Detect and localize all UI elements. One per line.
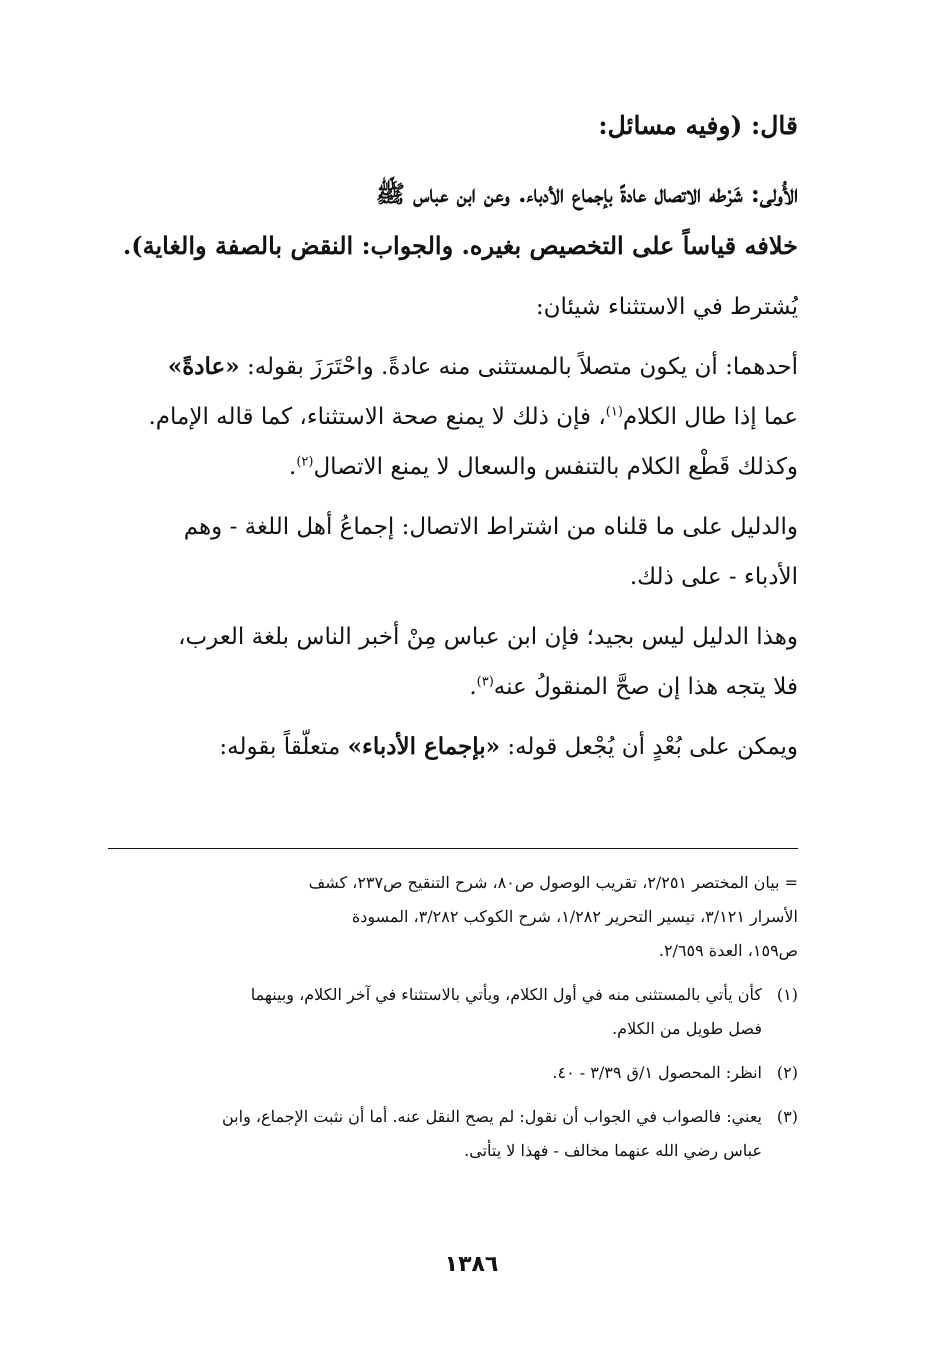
footnote-separator — [108, 848, 798, 849]
paragraph-text: . — [469, 674, 477, 700]
paragraph-text: ، فإن ذلك لا يمنع صحة الاستثناء، كما قاله الإمام. — [148, 404, 606, 430]
quoted-term: «بإجماع الأدباء» — [347, 733, 501, 760]
footnote-line: فصل طويل من الكلام. — [612, 1019, 762, 1038]
main-text — [108, 100, 798, 770]
footnote-text: يعني: فالصواب في الجواب أن نقول: لم يصح النقل عنه. أما أن نثبت الإجماع، وابن — [222, 1107, 762, 1126]
footnote-line: عباس رضي الله عنهما مخالف - فهذا لا يتأتى. — [464, 1141, 762, 1160]
footnote-number: (٢) — [776, 1063, 798, 1082]
footnote-ref-2[interactable]: (٢) — [296, 454, 314, 470]
footnote-line: ص١٥٩، العدة ٢/٦٥٩. — [658, 941, 798, 960]
footnote-3 — [108, 1100, 798, 1168]
paragraph-line — [108, 664, 798, 710]
paragraph-text: عما إذا طال الكلام — [622, 404, 798, 430]
paragraph-line — [108, 344, 798, 390]
paragraph-line — [108, 724, 798, 770]
footnote-number: (١) — [776, 985, 798, 1004]
first-condition-paragraph — [108, 344, 798, 490]
intro-paragraph — [108, 284, 798, 330]
footnote-number: (٣) — [776, 1107, 798, 1126]
footnote-line — [108, 978, 798, 1012]
footnote-1 — [108, 978, 798, 1046]
paragraph-line: والدليل على ما قلناه من اشتراط الاتصال: إجماعُ أهل اللغة - وهم — [183, 514, 798, 540]
paragraph-text: أحدهما: أن يكون متصلاً بالمستثنى منه عادةً. واحْتَرَزَ بقوله: — [239, 354, 798, 380]
paragraph-line: وهذا الدليل ليس بجيد؛ فإن ابن عباس مِنْ أخبر الناس بلغة العرب، — [178, 624, 798, 650]
footnote-line — [108, 1056, 798, 1090]
footnote-line — [108, 1100, 798, 1134]
paragraph-line — [108, 394, 798, 440]
footnote-continuation — [108, 866, 798, 968]
page-number: ١٣٨٦ — [444, 1252, 499, 1277]
footnote-ref-1[interactable]: (١) — [605, 404, 623, 420]
footnote-text: انظر: المحصول ١/ق ٣/٣٩ - ٤٠. — [552, 1063, 762, 1082]
footnote-2 — [108, 1056, 798, 1090]
paragraph-text: ويمكن على بُعْدٍ أن يُجْعل قوله: — [500, 734, 798, 760]
footnote-text: كأن يأتي بالمستثنى منه في أول الكلام، ويأتي بالاستثناء في آخر الكلام، وبينهما — [250, 985, 762, 1004]
paragraph-line: الأدباء - على ذلك. — [629, 564, 798, 590]
evidence-paragraph — [108, 504, 798, 600]
critique-paragraph — [108, 614, 798, 710]
footnote-ref-3[interactable]: (٣) — [476, 674, 494, 690]
paragraph-text: متعلّقاً بقوله: — [219, 734, 348, 760]
paragraph-text: فلا يتجه هذا إن صحَّ المنقولُ عنه — [493, 674, 798, 700]
possibility-paragraph — [108, 724, 798, 770]
footnote-line: = بيان المختصر ٢/٢٥١، تقريب الوصول ص٨٠، شرح التنقيح ص٢٣٧، كشف — [308, 873, 798, 892]
section-heading: قال: (وفيه مسائل: — [598, 111, 798, 140]
paragraph-text: وكذلك قَطْع الكلام بالتنفس والسعال لا يمنع الاتصال — [313, 454, 798, 480]
paragraph-line — [108, 444, 798, 490]
footnotes-section — [108, 866, 798, 1178]
intro-line: يُشترط في الاستثناء شيئان: — [535, 294, 798, 320]
matn-line: خلافه قياساً على التخصيص بغيره. والجواب: النقض بالصفة والغاية). — [122, 231, 798, 260]
paragraph-text: . — [289, 454, 297, 480]
quoted-term: «عادةً» — [167, 353, 240, 380]
footnote-line: الأسرار ٣/١٢١، تيسير التحرير ١/٢٨٢، شرح الكوكب ٣/٢٨٢، المسودة — [351, 907, 798, 926]
matn-line: الأُولى: شَرْطه الاتصال عادةً بإجماع الأدباء. وعن ابن عباس ﷺ — [375, 179, 798, 208]
matn-statement — [108, 170, 798, 270]
